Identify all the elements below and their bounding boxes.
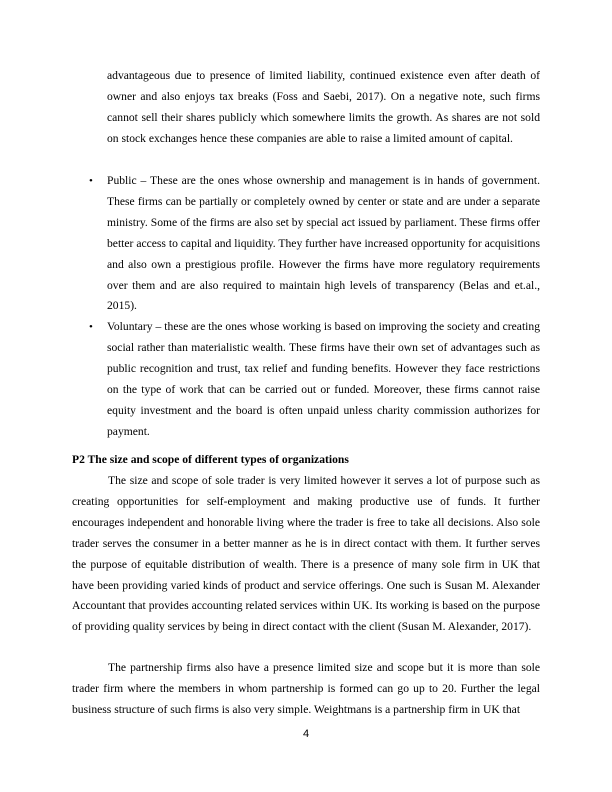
list-item-public (72, 171, 540, 317)
section-heading: P2 The size and scope of different types of organizations (72, 453, 349, 466)
page-number: 4 (302, 728, 310, 740)
list-item-voluntary (72, 317, 540, 442)
bullet-icon: • (89, 175, 93, 187)
list-item-text: Public – These are the ones whose ownership and management is in hands of government. These firms can be partially or completely owned by center or state and are under a separate ministry. Some of the firms are also set by special act issued by parliament. These firms offer better access to capital and liquidity. They further have increased opportunity for acquisitions and also own a prestigious profile. However the firms have more regulatory requirements over them and are also required to maintain high levels of transparency (Belas and et.al., 2015). (107, 174, 540, 313)
body-paragraph-partnership: The partnership firms also have a presence limited size and scope but it is more than sole trader firm where the members in whom partnership is formed can go up to 20. Further the legal business structure of such firms is also very simple. Weightmans is a partnership firm in UK that (72, 661, 540, 716)
list-item-text: Voluntary – these are the ones whose working is based on improving the society and creating social rather than materialistic wealth. These firms have their own set of advantages such as public recognition and trust, tax relief and funding benefits. However they face restrictions on the type of work that can be carried out or funded. Moreover, these firms cannot raise equity investment and the board is often unpaid unless charity commission authorizes for payment. (107, 320, 540, 438)
bullet-icon: • (89, 321, 93, 334)
body-paragraph-sole-trader: The size and scope of sole trader is very limited however it serves a lot of purpose such as creating opportunities for self-employment and making productive use of funds. It further encourages independent and honorable living where the trader is free to take all decisions. Also sole trader serves the consumer in a better manner as he is in direct contact with them. It further serves the purpose of equitable distribution of wealth. There is a presence of many sole firm in UK that have been providing varied kinds of product and service offerings. One such is Susan M. Alexander Accountant that provides accounting related services within UK. Its working is based on the purpose of providing quality services by being in direct contact with the client (Susan M. Alexander, 2017). (72, 474, 540, 634)
organization-types-list (72, 171, 540, 443)
continuation-paragraph: advantageous due to presence of limited liability, continued existence even after death of owner and also enjoys tax breaks (Foss and Saebi, 2017). On a negative note, such firms cannot sell their shares publicly which somewhere limits the growth. As shares are not sold on stock exchanges hence these companies are able to raise a limited amount of capital. (107, 69, 540, 145)
